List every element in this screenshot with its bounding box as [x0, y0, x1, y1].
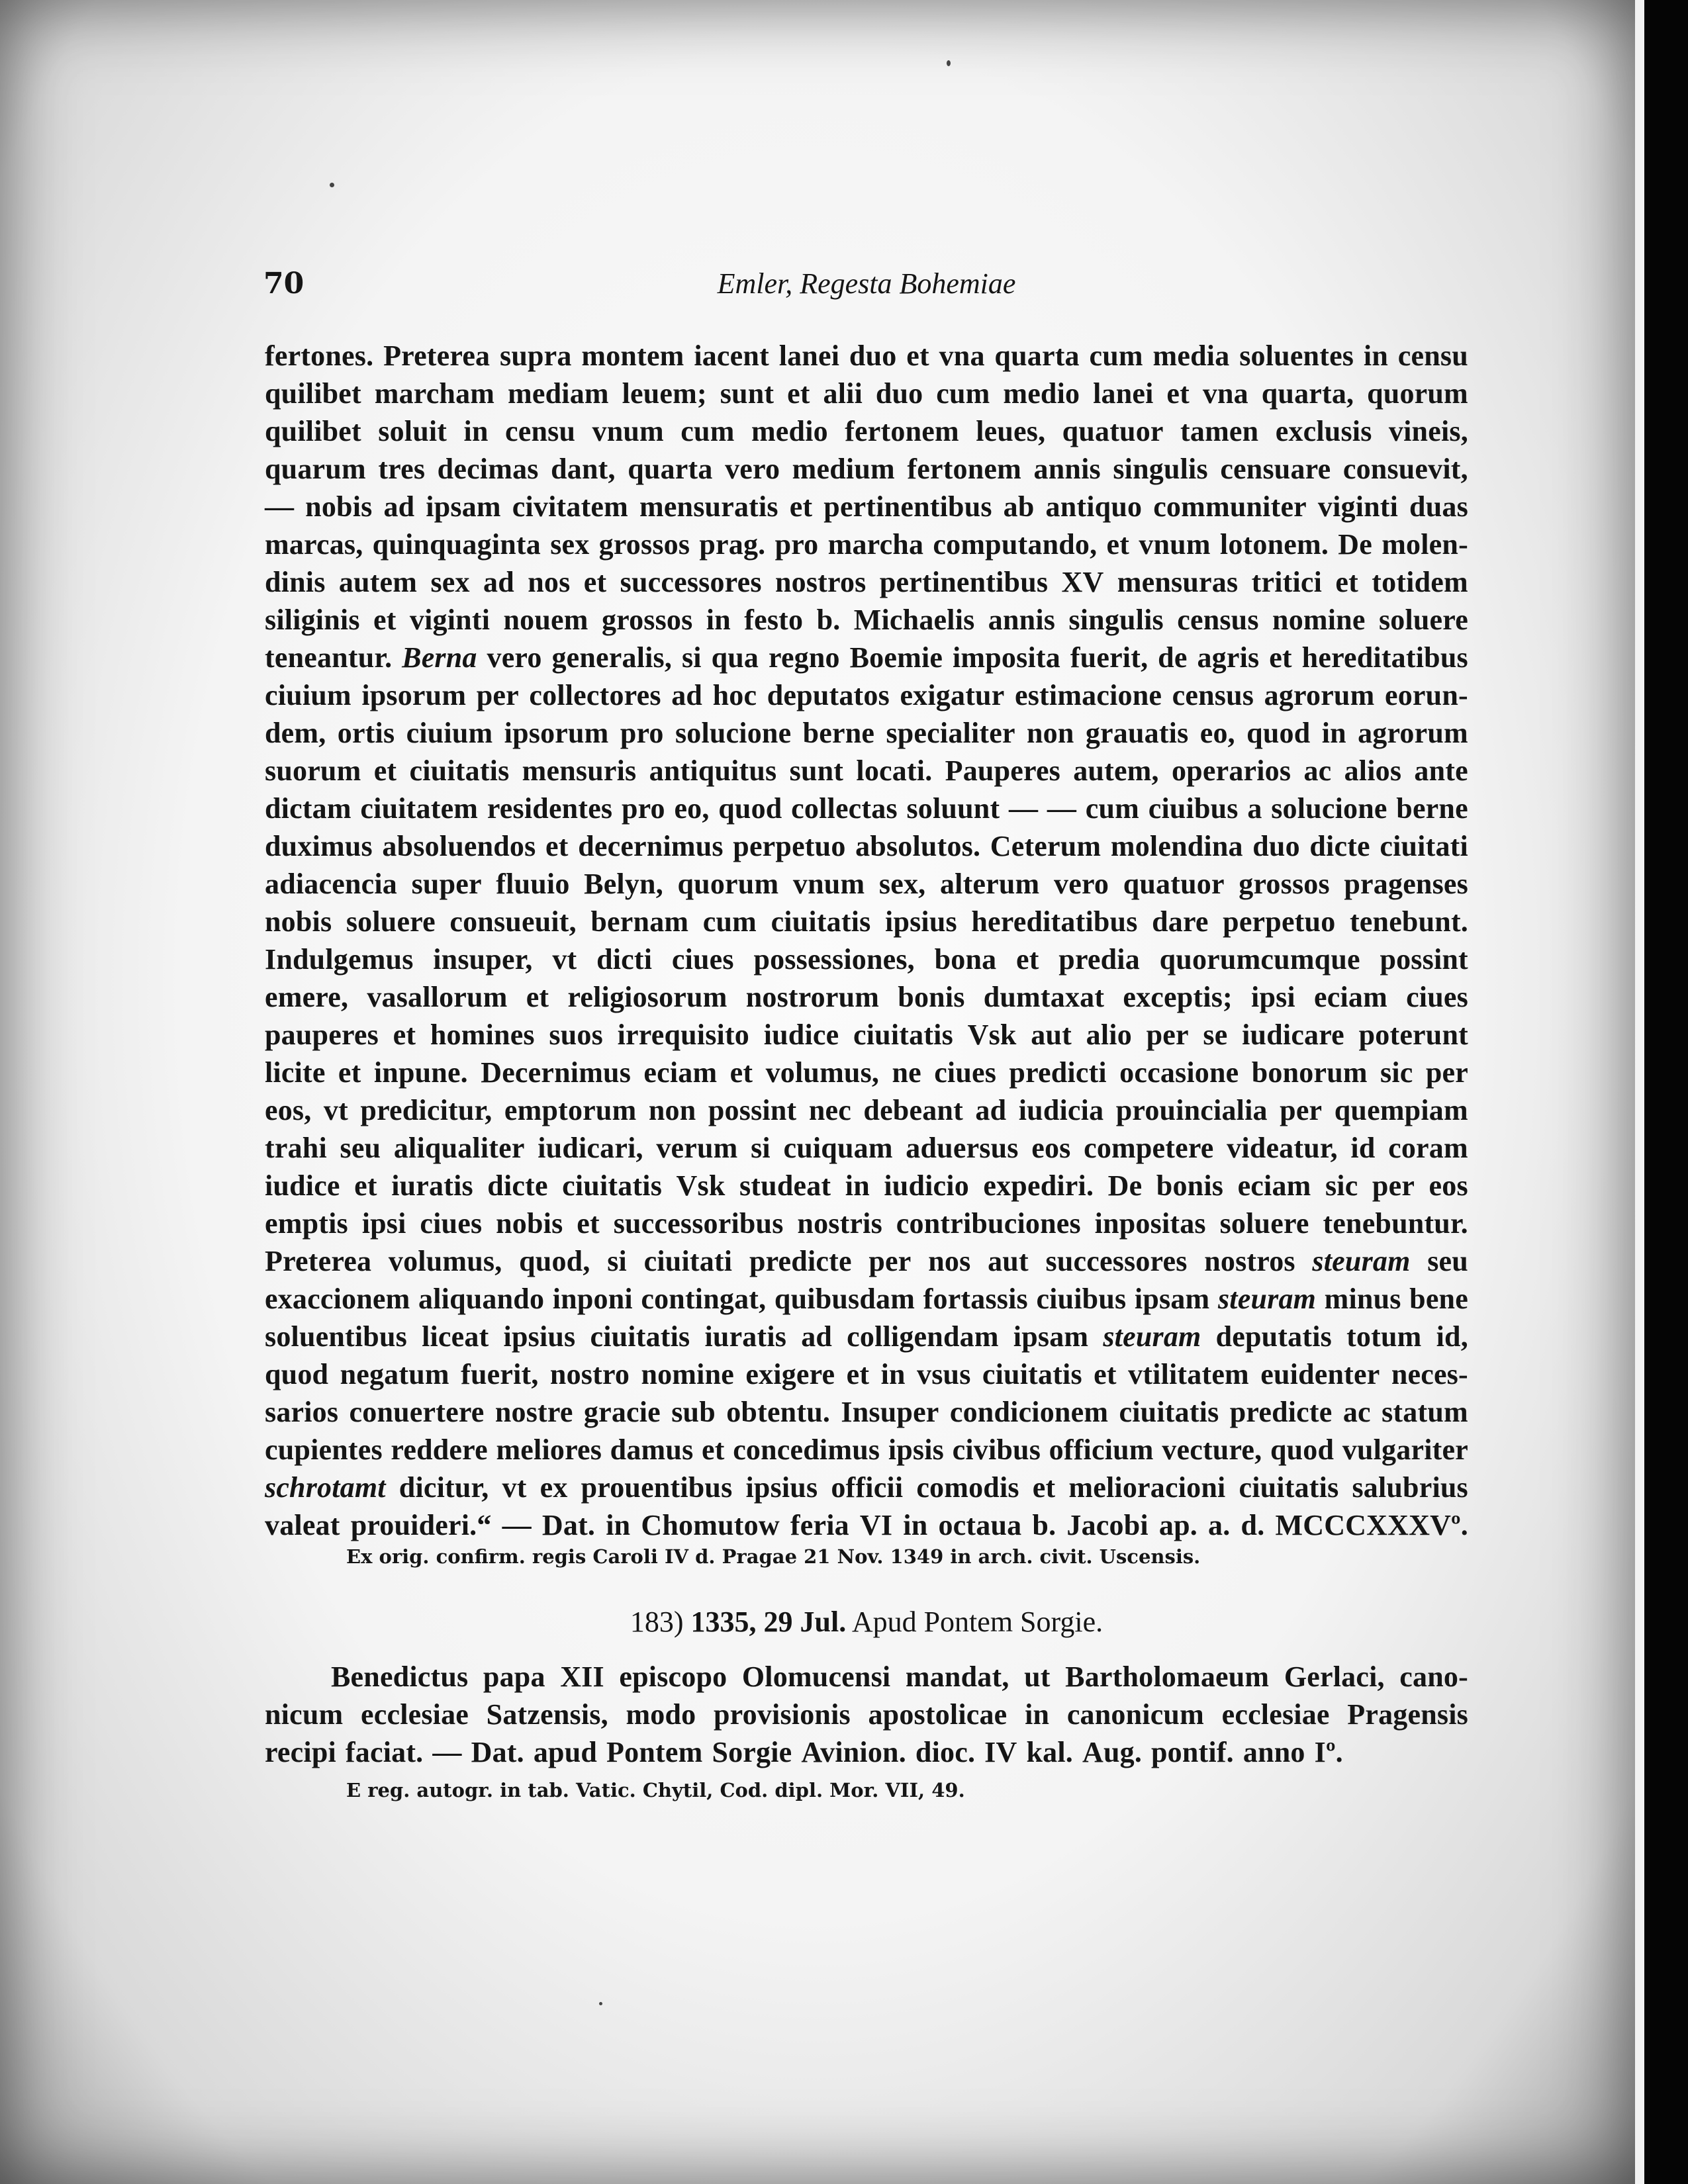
text-line: exaccionem aliquando inponi contingat, quibusdam fortassis ciuibus ipsam steuram minus bene	[265, 1283, 1468, 1315]
text-line: schrotamt dicitur, vt ex prouentibus ipsius officii comodis et melioracioni ciuitatis salubrius	[265, 1471, 1468, 1504]
text-line: nicum ecclesiae Satzensis, modo provisionis apostolicae in canonicum ecclesiae Pragensis	[265, 1698, 1468, 1731]
text-line: ciuium ipsorum per collectores ad hoc deputatos exigatur estimacione census agrorum eorun-	[265, 679, 1468, 711]
text-line: iudice et iuratis dicte ciuitatis Vsk studeat in iudicio expediri. De bonis eciam sic per eos	[265, 1169, 1468, 1202]
text-line: siliginis et viginti nouem grossos in festo b. Michaelis annis singulis census nomine soluere	[265, 604, 1468, 636]
text-line: — nobis ad ipsam civitatem mensuratis et pertinentibus ab antiquo communiter viginti duas	[265, 490, 1468, 523]
text-line: cupientes reddere meliores damus et concedimus ipsis civibus officium vecture, quod vulgariter	[265, 1433, 1468, 1466]
text-line: Indulgemus insuper, vt dicti ciues possessiones, bona et predia quorumcumque possint	[265, 943, 1468, 976]
text-line: emere, vasallorum et religiosorum nostrorum bonis dumtaxat exceptis; ipsi eciam ciues	[265, 981, 1468, 1013]
text-line: quarum tres decimas dant, quarta vero medium fertonem annis singulis censuare consuevit,	[265, 453, 1468, 485]
dust-speck	[947, 60, 951, 66]
text-line: marcas, quinquaginta sex grossos prag. pro marcha computando, et vnum lotonem. De molen-	[265, 528, 1468, 561]
text-line: teneantur. Berna vero generalis, si qua regno Boemie imposita fuerit, de agris et hereditatibus	[265, 641, 1468, 674]
scan-border	[1644, 0, 1688, 2184]
text-line: Benedictus papa XII episcopo Olomucensi mandat, ut Bartholomaeum Gerlaci, cano-	[331, 1661, 1468, 1693]
source-note: Ex orig. confirm. regis Caroli IV d. Pragae 21 Nov. 1349 in arch. civit. Uscensis.	[346, 1545, 1201, 1568]
text-line: quilibet soluit in censu vnum cum medio fertonem leues, quatuor tamen exclusis vineis,	[265, 415, 1468, 447]
text-line: nobis soluere consueuit, bernam cum ciuitatis ipsius hereditatibus dare perpetuo tenebunt.	[265, 905, 1468, 938]
text-line: quilibet marcham mediam leuem; sunt et alii duo cum medio lanei et vna quarta, quorum	[265, 377, 1468, 410]
text-line: recipi faciat. — Dat. apud Pontem Sorgie Avinion. dioc. IV kal. Aug. pontif. anno Iº.	[265, 1736, 1343, 1768]
dust-speck	[599, 2002, 602, 2005]
document-body	[265, 337, 1468, 1544]
text-line: dictam ciuitatem residentes pro eo, quod collectas soluunt — — cum ciuibus a solucione berne	[265, 792, 1468, 825]
text-line: Preterea volumus, quod, si ciuitati predicte per nos aut successores nostros steuram seu	[265, 1245, 1468, 1277]
text-line: eos, vt predicitur, emptorum non possint nec debeant ad iudicia prouincialia per quempiam	[265, 1094, 1468, 1126]
text-line: duximus absoluendos et decernimus perpetuo absolutos. Ceterum molendina duo dicte ciuitati	[265, 830, 1468, 862]
text-line: fertones. Preterea supra montem iacent lanei duo et vna quarta cum media soluentes in censu	[265, 340, 1468, 372]
text-line: dem, ortis ciuium ipsorum pro solucione berne specialiter non grauatis eo, quod in agrorum	[265, 717, 1468, 749]
page-header	[263, 267, 1470, 306]
text-line: quod negatum fuerit, nostro nomine exigere et in vsus ciuitatis et vtilitatem euidenter neces-	[265, 1358, 1468, 1390]
text-line: trahi seu aliqualiter iudicari, verum si cuiquam aduersus eos competere videatur, id coram	[265, 1132, 1468, 1164]
page-edge	[1635, 0, 1644, 2184]
entry-number: 183)	[630, 1606, 684, 1638]
text-line: licite et inpune. Decernimus eciam et volumus, ne ciues predicti occasione bonorum sic per	[265, 1056, 1468, 1089]
text-line: adiacencia super fluuio Belyn, quorum vnum sex, alterum vero quatuor grossos pragenses	[265, 868, 1468, 900]
text-line: soluentibus liceat ipsius ciuitatis iuratis ad colligendam ipsam steuram deputatis totum id,	[265, 1320, 1468, 1353]
entry-heading	[265, 1605, 1468, 1639]
entry-body	[265, 1658, 1468, 1771]
running-title: Emler, Regesta Bohemiae	[717, 267, 1016, 300]
text-line: sarios conuertere nostre gracie sub obtentu. Insuper condicionem ciuitatis predicte ac statum	[265, 1396, 1468, 1428]
dust-speck	[330, 183, 334, 187]
entry-place: Apud Pontem Sorgie.	[851, 1606, 1103, 1638]
text-line: dinis autem sex ad nos et successores nostros pertinentibus XV mensuras tritici et totidem	[265, 566, 1468, 598]
entry-date: 1335, 29 Jul.	[690, 1606, 847, 1638]
text-line: emptis ipsi ciues nobis et successoribus nostris contribuciones inpositas soluere tenebuntur.	[265, 1207, 1468, 1240]
text-line: valeat prouideri.“ — Dat. in Chomutow feria VI in octaua b. Jacobi ap. a. d. MCCCXXXVº.	[265, 1509, 1468, 1541]
page-number: 70	[263, 267, 305, 300]
text-line: suorum et ciuitatis mensuris antiquitus sunt locati. Pauperes autem, operarios ac alios ante	[265, 754, 1468, 787]
source-note-entry: E reg. autogr. in tab. Vatic. Chytil, Cod. dipl. Mor. VII, 49.	[346, 1779, 965, 1801]
text-line: pauperes et homines suos irrequisito iudice ciuitatis Vsk aut alio per se iudicare poterunt	[265, 1019, 1468, 1051]
